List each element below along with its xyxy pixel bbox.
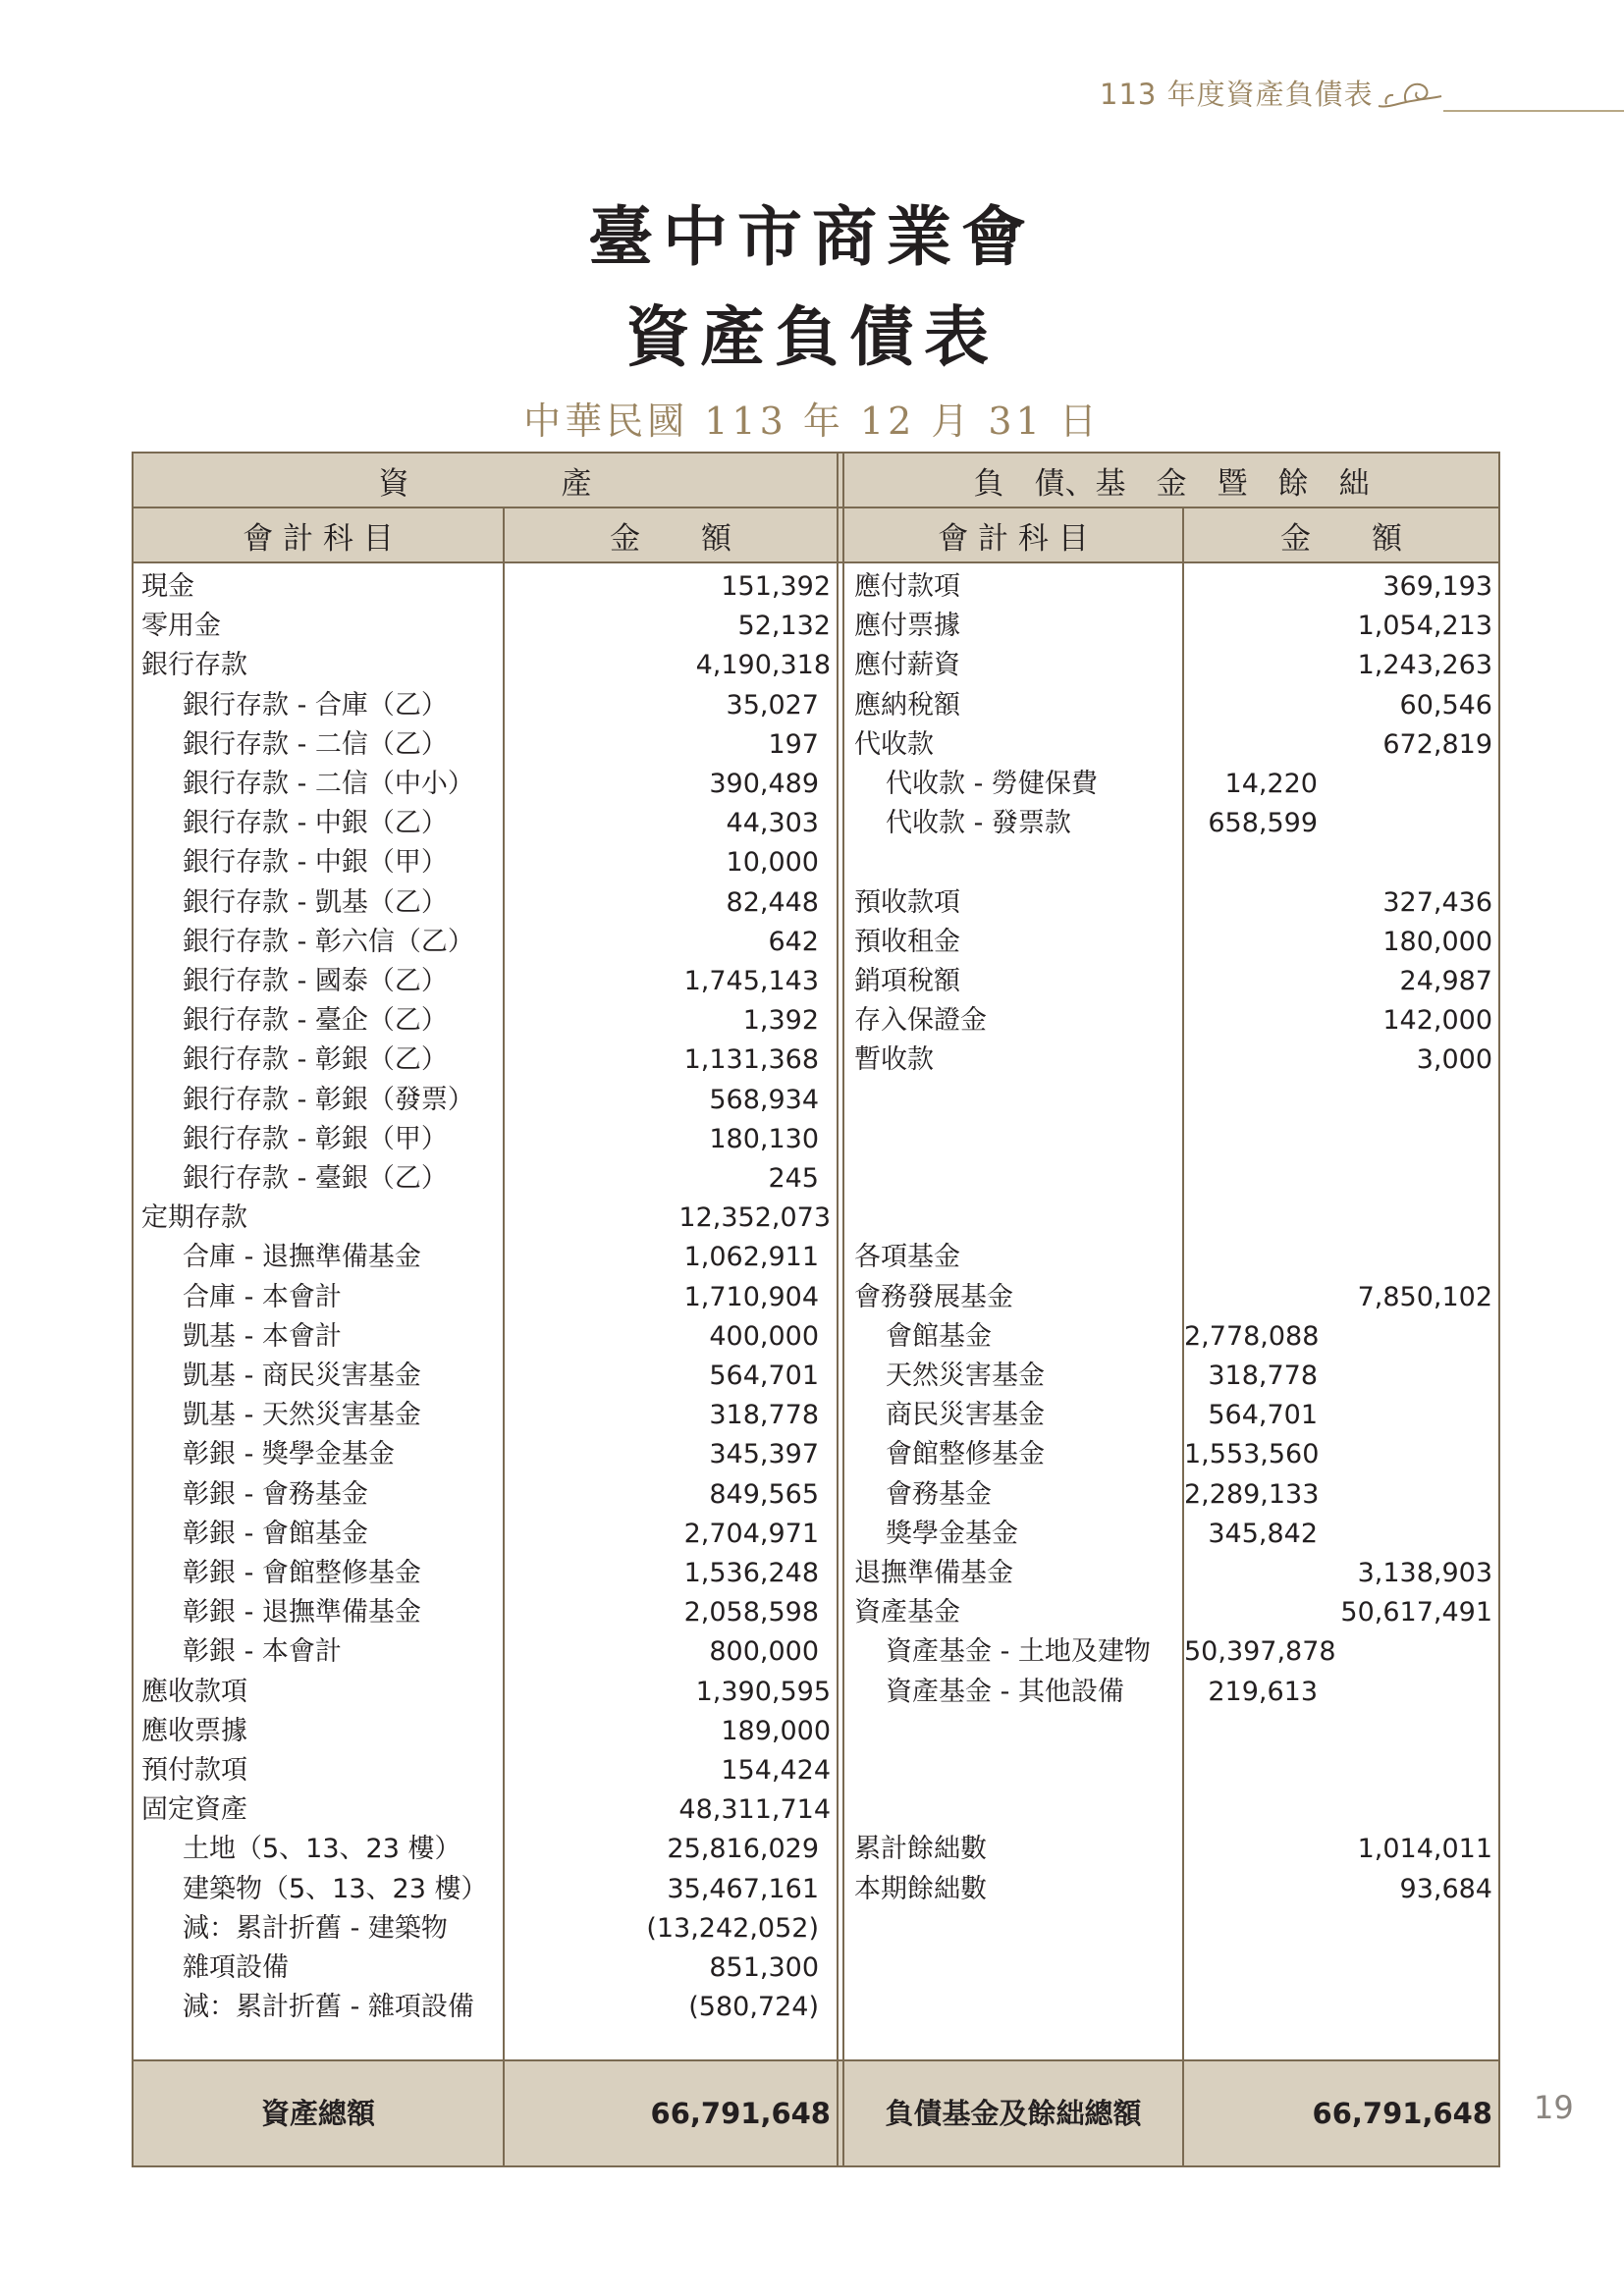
asset-account-name: 減：累計折舊 - 雜項設備: [183, 1992, 474, 2023]
liability-total-amount: [1184, 1120, 1492, 1159]
asset-account-name: 應收票據: [141, 1715, 247, 1746]
liabilities-total-label: 負債基金及餘絀總額: [885, 2097, 1142, 2130]
asset-total-amount: 1,390,595: [695, 1676, 831, 1707]
asset-total-amount: [505, 1632, 831, 1672]
asset-total-amount: 48,311,714: [678, 1794, 831, 1826]
asset-total-amount: 189,000: [721, 1715, 831, 1746]
asset-account-name: 零用金: [141, 611, 221, 642]
liability-account-name: 累計餘絀數: [854, 1834, 987, 1865]
asset-account-name: 銀行存款 - 彰銀（甲）: [183, 1123, 448, 1154]
liability-account-name: 代收款 - 發票款: [886, 808, 1071, 839]
asset-account-name: 銀行存款 - 合庫（乙）: [183, 689, 448, 721]
asset-sub-amount: 1,745,143: [683, 966, 819, 996]
asset-sub-amount: 345,397: [709, 1439, 819, 1470]
asset-sub-amount: 642: [768, 926, 819, 957]
column-header-divider: [134, 561, 1498, 563]
asset-total-amount: [505, 1120, 831, 1159]
liability-account-name: 應付票據: [854, 611, 960, 642]
asset-total-amount: [505, 923, 831, 962]
asset-total-amount: [505, 1870, 831, 1909]
asset-account-name: 固定資產: [141, 1794, 247, 1826]
asset-sub-amount: (13,242,052): [646, 1912, 819, 1944]
asset-sub-amount: 82,448: [726, 886, 819, 918]
asset-sub-amount: 400,000: [709, 1320, 819, 1352]
liability-account-name: 資產基金 - 土地及建物: [886, 1636, 1151, 1668]
liability-account-name: 應付款項: [854, 571, 960, 602]
liability-total-amount: 60,546: [1399, 689, 1492, 721]
asset-total-amount: [505, 1554, 831, 1593]
asset-sub-amount: 245: [768, 1163, 819, 1194]
liability-total-amount: 180,000: [1382, 926, 1492, 957]
liability-account-name: 應付薪資: [854, 650, 960, 681]
asset-total-amount: [505, 725, 831, 765]
liability-account-name: 暫收款: [854, 1044, 934, 1076]
asset-total-amount: [505, 1949, 831, 1988]
liability-total-amount: [1184, 1357, 1492, 1396]
asset-sub-amount: 1,536,248: [683, 1558, 819, 1588]
liability-account-name: 會館整修基金: [886, 1439, 1045, 1470]
asset-account-name: 銀行存款 - 彰銀（乙）: [183, 1044, 448, 1076]
asset-account-name: 彰銀 - 會館基金: [183, 1518, 368, 1549]
liability-total-amount: [1184, 1081, 1492, 1120]
liabilities-section-header: 負 債、基 金 暨 餘 絀: [973, 465, 1370, 502]
liabilities-account-header: 會 計 科 目: [938, 520, 1089, 557]
document-title: 資產負債表: [625, 298, 999, 375]
asset-account-name: 合庫 - 本會計: [183, 1281, 342, 1312]
asset-account-name: 合庫 - 退撫準備基金: [183, 1242, 421, 1273]
asset-account-name: 彰銀 - 會務基金: [183, 1478, 368, 1510]
asset-account-name: 銀行存款 - 二信（乙）: [183, 728, 448, 760]
asset-total-amount: [505, 1041, 831, 1080]
asset-total-amount: 154,424: [721, 1755, 831, 1786]
asset-total-amount: 52,132: [737, 611, 831, 642]
asset-sub-amount: 35,027: [726, 689, 819, 721]
liability-account-name: 會務發展基金: [854, 1281, 1013, 1312]
liability-total-amount: [1184, 1435, 1492, 1474]
liability-total-amount: [1184, 1790, 1492, 1830]
running-head: 113 年度資產負債表: [1100, 78, 1374, 111]
asset-account-name: 彰銀 - 獎學金基金: [183, 1439, 395, 1470]
liability-account-name: 資產基金 - 其他設備: [886, 1676, 1124, 1707]
liability-sub-amount: 50,397,878: [1184, 1636, 1336, 1668]
asset-total-amount: [505, 1830, 831, 1869]
asset-total-amount: [505, 883, 831, 923]
liability-total-amount: 1,054,213: [1357, 611, 1492, 642]
liability-total-amount: [1184, 1199, 1492, 1238]
asset-account-name: 銀行存款 - 中銀（甲）: [183, 847, 448, 879]
liability-account-name: 天然災害基金: [886, 1361, 1045, 1391]
assets-account-header: 會 計 科 目: [243, 520, 394, 557]
liability-account-name: 代收款: [854, 728, 934, 760]
assets-amount-header: 金 額: [610, 520, 731, 557]
asset-sub-amount: 1,392: [742, 1005, 819, 1037]
asset-total-amount: [505, 962, 831, 1001]
liability-total-amount: [1184, 765, 1492, 804]
liability-sub-amount: 564,701: [1208, 1400, 1318, 1431]
liability-total-amount: 672,819: [1382, 728, 1492, 760]
liability-account-name: 應納稅額: [854, 689, 960, 721]
liability-total-amount: [1184, 1712, 1492, 1751]
liability-account-name: 預收租金: [854, 926, 960, 957]
asset-sub-amount: 318,778: [709, 1400, 819, 1431]
liability-total-amount: [1184, 1475, 1492, 1515]
scroll-ornament-icon: [1377, 75, 1445, 112]
liability-account-name: 銷項稅額: [854, 966, 960, 996]
liability-account-name: 獎學金基金: [886, 1518, 1018, 1549]
assets-total-value: 66,791,648: [650, 2097, 831, 2130]
liability-total-amount: 142,000: [1382, 1005, 1492, 1037]
center-divider-left: [837, 454, 839, 2167]
asset-account-name: 定期存款: [141, 1202, 247, 1234]
asset-account-name: 銀行存款 - 彰六信（乙）: [183, 926, 474, 957]
liability-sub-amount: 1,553,560: [1184, 1439, 1320, 1470]
liability-total-amount: [1184, 1751, 1492, 1790]
liabilities-total-value: 66,791,648: [1312, 2097, 1492, 2130]
liability-sub-amount: 2,778,088: [1184, 1320, 1320, 1352]
asset-account-name: 凱基 - 本會計: [183, 1320, 342, 1352]
liability-account-name: 會務基金: [886, 1478, 992, 1510]
asset-account-name: 現金: [141, 571, 194, 602]
liability-total-amount: 1,243,263: [1357, 650, 1492, 681]
asset-total-amount: [505, 1515, 831, 1554]
liability-sub-amount: 318,778: [1208, 1361, 1318, 1391]
liability-total-amount: [1184, 804, 1492, 843]
asset-account-name: 銀行存款 - 凱基（乙）: [183, 886, 448, 918]
asset-account-name: 銀行存款 - 國泰（乙）: [183, 966, 448, 996]
asset-account-name: 銀行存款 - 彰銀（發票）: [183, 1084, 474, 1115]
asset-sub-amount: 851,300: [709, 1952, 819, 1983]
asset-total-amount: [505, 1396, 831, 1435]
liability-account-name: 各項基金: [854, 1242, 960, 1273]
asset-total-amount: [505, 1435, 831, 1474]
asset-account-name: 銀行存款 - 臺企（乙）: [183, 1005, 448, 1037]
organization-title: 臺中市商業會: [588, 198, 1036, 275]
liability-total-amount: 7,850,102: [1357, 1281, 1492, 1312]
asset-total-amount: 12,352,073: [678, 1202, 831, 1234]
asset-total-amount: [505, 1593, 831, 1632]
liability-total-amount: [1184, 1238, 1492, 1277]
liability-total-amount: [1184, 1673, 1492, 1712]
asset-total-amount: [505, 1081, 831, 1120]
asset-sub-amount: 564,701: [709, 1361, 819, 1391]
asset-account-name: 預付款項: [141, 1755, 247, 1786]
assets-section-header: 資 產: [378, 465, 592, 502]
asset-account-name: 彰銀 - 本會計: [183, 1636, 342, 1668]
asset-sub-amount: 800,000: [709, 1636, 819, 1668]
liability-total-amount: 93,684: [1399, 1873, 1492, 1904]
page-number: 19: [1534, 2089, 1574, 2126]
liability-sub-amount: 658,599: [1208, 808, 1318, 839]
asset-account-name: 銀行存款 - 二信（中小）: [183, 769, 474, 799]
asset-total-amount: [505, 1278, 831, 1317]
asset-account-name: 減：累計折舊 - 建築物: [183, 1912, 448, 1944]
asset-total-amount: 4,190,318: [695, 650, 831, 681]
liability-sub-amount: 345,842: [1208, 1518, 1318, 1549]
asset-sub-amount: 568,934: [709, 1084, 819, 1115]
asset-sub-amount: 2,704,971: [683, 1518, 819, 1549]
asset-total-amount: [505, 1317, 831, 1357]
liability-account-name: 存入保證金: [854, 1005, 987, 1037]
asset-account-name: 彰銀 - 退撫準備基金: [183, 1597, 421, 1629]
liability-account-name: 商民災害基金: [886, 1400, 1045, 1431]
liability-account-name: 退撫準備基金: [854, 1558, 1013, 1588]
asset-total-amount: [505, 1988, 831, 2027]
asset-account-name: 彰銀 - 會館整修基金: [183, 1558, 421, 1588]
asset-sub-amount: (580,724): [688, 1992, 819, 2023]
asset-account-name: 凱基 - 商民災害基金: [183, 1361, 421, 1391]
assets-total-label: 資產總額: [260, 2097, 375, 2130]
asset-account-name: 應收款項: [141, 1676, 247, 1707]
asset-account-name: 銀行存款 - 中銀（乙）: [183, 808, 448, 839]
liability-sub-amount: 2,289,133: [1184, 1478, 1320, 1510]
asset-total-amount: [505, 1238, 831, 1277]
asset-total-amount: [505, 1909, 831, 1949]
liability-total-amount: [1184, 1317, 1492, 1357]
header-rule: [1443, 110, 1624, 112]
asset-sub-amount: 849,565: [709, 1478, 819, 1510]
liability-total-amount: [1184, 1515, 1492, 1554]
asset-total-amount: [505, 686, 831, 725]
asset-total-amount: [505, 1475, 831, 1515]
balance-sheet-table: [132, 452, 1500, 2167]
asset-account-name: 銀行存款: [141, 650, 247, 681]
asset-total-amount: 151,392: [721, 571, 831, 602]
asset-account-name: 銀行存款 - 臺銀（乙）: [183, 1163, 448, 1194]
liability-account-name: 預收款項: [854, 886, 960, 918]
asset-sub-amount: 35,467,161: [667, 1873, 819, 1904]
asset-total-amount: [505, 765, 831, 804]
report-date: 中華民國 113 年 12 月 31 日: [523, 400, 1101, 443]
liability-total-amount: 3,000: [1416, 1044, 1492, 1076]
asset-sub-amount: 197: [768, 728, 819, 760]
liability-total-amount: [1184, 843, 1492, 882]
asset-sub-amount: 25,816,029: [667, 1834, 819, 1865]
asset-sub-amount: 2,058,598: [683, 1597, 819, 1629]
asset-sub-amount: 10,000: [726, 847, 819, 879]
asset-sub-amount: 44,303: [726, 808, 819, 839]
asset-sub-amount: 1,131,368: [683, 1044, 819, 1076]
liability-total-amount: 369,193: [1382, 571, 1492, 602]
liability-total-amount: [1184, 1159, 1492, 1199]
asset-sub-amount: 1,062,911: [683, 1242, 819, 1273]
asset-account-name: 建築物（5、13、23 樓）: [183, 1873, 488, 1904]
liability-total-amount: 3,138,903: [1357, 1558, 1492, 1588]
liabilities-amount-header: 金 額: [1280, 520, 1402, 557]
center-divider-right: [842, 454, 844, 2167]
liability-total-amount: 1,014,011: [1357, 1834, 1492, 1865]
liability-total-amount: 50,617,491: [1340, 1597, 1492, 1629]
liability-total-amount: [1184, 1632, 1492, 1672]
asset-account-name: 雜項設備: [183, 1952, 289, 1983]
totals-divider: [134, 2059, 1498, 2061]
liability-sub-amount: 219,613: [1208, 1676, 1318, 1707]
liability-account-name: 代收款 - 勞健保費: [886, 769, 1098, 799]
liability-total-amount: [1184, 1396, 1492, 1435]
asset-total-amount: [505, 843, 831, 882]
asset-sub-amount: 180,130: [709, 1123, 819, 1154]
asset-total-amount: [505, 1357, 831, 1396]
liability-total-amount: 327,436: [1382, 886, 1492, 918]
asset-total-amount: [505, 1159, 831, 1199]
asset-sub-amount: 390,489: [709, 769, 819, 799]
liability-sub-amount: 14,220: [1224, 769, 1318, 799]
liability-total-amount: 24,987: [1399, 966, 1492, 996]
asset-total-amount: [505, 1001, 831, 1041]
liability-account-name: 會館基金: [886, 1320, 992, 1352]
liability-account-name: 本期餘絀數: [854, 1873, 987, 1904]
asset-account-name: 土地（5、13、23 樓）: [183, 1834, 461, 1865]
asset-total-amount: [505, 804, 831, 843]
asset-account-name: 凱基 - 天然災害基金: [183, 1400, 421, 1431]
asset-sub-amount: 1,710,904: [683, 1281, 819, 1312]
liability-account-name: 資產基金: [854, 1597, 960, 1629]
